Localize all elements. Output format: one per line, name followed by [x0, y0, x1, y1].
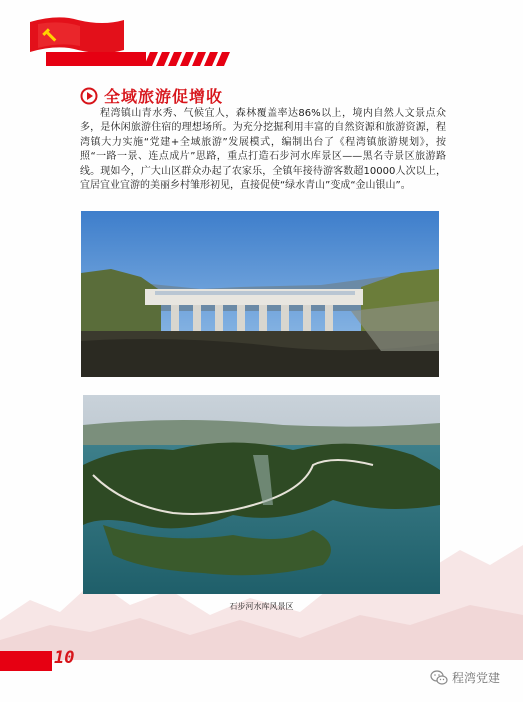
wechat-icon [430, 670, 448, 686]
brand-name: 程湾党建 [452, 671, 501, 685]
section-heading [80, 84, 223, 107]
reservoir-photo [83, 395, 440, 594]
photo-caption: 石步河水库风景区 [229, 602, 294, 611]
wechat-brand [430, 669, 500, 686]
body-paragraph: 程湾镇山青水秀、气候宜人，森林覆盖率达86%以上，境内自然人文景点众多，是休闲旅游住宿的理想场所。为充分挖掘利用丰富的自然资源和旅游资源，程湾镇大力实施“党建+全域旅游”发展模式，编制出台了《程湾镇旅游规划》，按照“一路一景、连点成片”思路，重点打造石步河水库景区——黑名寺景区旅游路线。现如今，广大山区群众办起了农家乐，全镇年接待游客数超10000人次以上，宜居宜业宜游的美丽乡村雏形初见，直接促使“绿水青山”变成“金山银山”。 [80, 108, 446, 192]
footer-red-bar [0, 651, 52, 671]
section-title: 全域旅游促增收 [104, 87, 224, 106]
play-circle-icon [80, 87, 98, 105]
page-number: 10 [54, 648, 75, 668]
party-flag-icon [28, 16, 126, 56]
header-stripe-bar [46, 52, 232, 66]
dam-photo [81, 211, 439, 377]
